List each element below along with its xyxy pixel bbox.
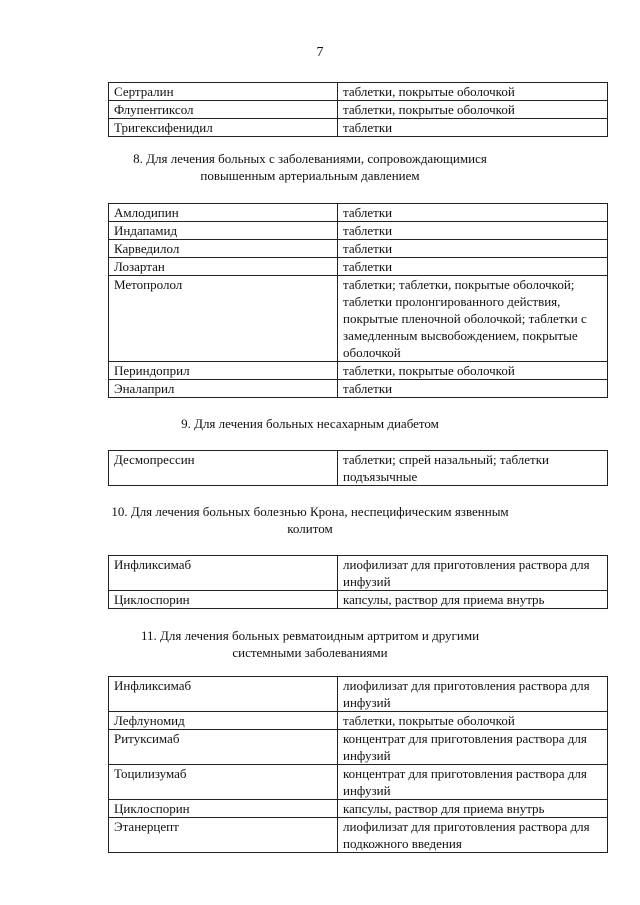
drug-form: лиофилизат для приготовления раствора для подкожного введения: [338, 818, 608, 853]
table-row: [109, 204, 608, 222]
drug-name: Индапамид: [109, 222, 338, 240]
drug-name: Эналаприл: [109, 380, 338, 398]
table-row: [109, 765, 608, 800]
drug-form: таблетки: [338, 258, 608, 276]
drug-form: таблетки; спрей назальный; таблетки подъязычные: [338, 451, 608, 486]
drug-name: Амлодипин: [109, 204, 338, 222]
drug-name: Циклоспорин: [109, 800, 338, 818]
table-row: [109, 258, 608, 276]
table-row: [109, 222, 608, 240]
table-row: [109, 83, 608, 101]
drug-name: Инфликсимаб: [109, 556, 338, 591]
drug-name: Лефлуномид: [109, 712, 338, 730]
drug-name: Сертралин: [109, 83, 338, 101]
drug-form: лиофилизат для приготовления раствора для инфузий: [338, 556, 608, 591]
drug-name: Лозартан: [109, 258, 338, 276]
table-row: [109, 380, 608, 398]
section-heading: 10. Для лечения больных болезнью Крона, неспецифическим язвенным колитом: [111, 504, 509, 536]
drug-name: Циклоспорин: [109, 591, 338, 609]
section-heading: 9. Для лечения больных несахарным диабетом: [181, 416, 439, 431]
drug-form: концентрат для приготовления раствора для инфузий: [338, 730, 608, 765]
drug-form: таблетки, покрытые оболочкой: [338, 712, 608, 730]
section-heading: 11. Для лечения больных ревматоидным артритом и другими системными заболеваниями: [140, 628, 480, 660]
drug-name: Карведилол: [109, 240, 338, 258]
drug-form: лиофилизат для приготовления раствора для инфузий: [338, 677, 608, 712]
drug-form: таблетки, покрытые оболочкой: [338, 362, 608, 380]
drug-form: таблетки, покрытые оболочкой: [338, 101, 608, 119]
drug-name: Тригексифенидил: [109, 119, 338, 137]
drug-table-crohn: [108, 555, 608, 609]
drug-name: Десмопрессин: [109, 451, 338, 486]
drug-form: таблетки: [338, 380, 608, 398]
table-row: [109, 677, 608, 712]
table-row: [109, 800, 608, 818]
drug-form: таблетки: [338, 222, 608, 240]
drug-form: таблетки; таблетки, покрытые оболочкой; таблетки пролонгированного действия, покрытые пленочной оболочкой; таблетки с замедленным высвобождением, покрытые оболочкой: [338, 276, 608, 362]
table-row: [109, 818, 608, 853]
drug-form: таблетки, покрытые оболочкой: [338, 83, 608, 101]
drug-name: Этанерцепт: [109, 818, 338, 853]
drug-table-continued: [108, 82, 608, 137]
drug-table-diabetes-insipidus: [108, 450, 608, 486]
section-heading: 8. Для лечения больных с заболеваниями, сопровождающимися повышенным артериальным давлением: [133, 151, 487, 183]
table-row: [109, 240, 608, 258]
drug-form: капсулы, раствор для приема внутрь: [338, 591, 608, 609]
drug-table-hypertension: [108, 203, 608, 398]
drug-name: Метопролол: [109, 276, 338, 362]
table-row: [109, 362, 608, 380]
table-row: [109, 730, 608, 765]
drug-form: таблетки: [338, 204, 608, 222]
drug-form: концентрат для приготовления раствора для инфузий: [338, 765, 608, 800]
table-row: [109, 712, 608, 730]
drug-form: таблетки: [338, 240, 608, 258]
drug-form: капсулы, раствор для приема внутрь: [338, 800, 608, 818]
drug-name: Ритуксимаб: [109, 730, 338, 765]
drug-name: Тоцилизумаб: [109, 765, 338, 800]
page-number: 7: [316, 45, 324, 60]
table-row: [109, 119, 608, 137]
table-row: [109, 556, 608, 591]
drug-name: Флупентиксол: [109, 101, 338, 119]
table-row: [109, 451, 608, 486]
drug-name: Периндоприл: [109, 362, 338, 380]
drug-table-rheumatoid: [108, 676, 608, 853]
drug-form: таблетки: [338, 119, 608, 137]
table-row: [109, 101, 608, 119]
drug-name: Инфликсимаб: [109, 677, 338, 712]
table-row: [109, 276, 608, 362]
table-row: [109, 591, 608, 609]
